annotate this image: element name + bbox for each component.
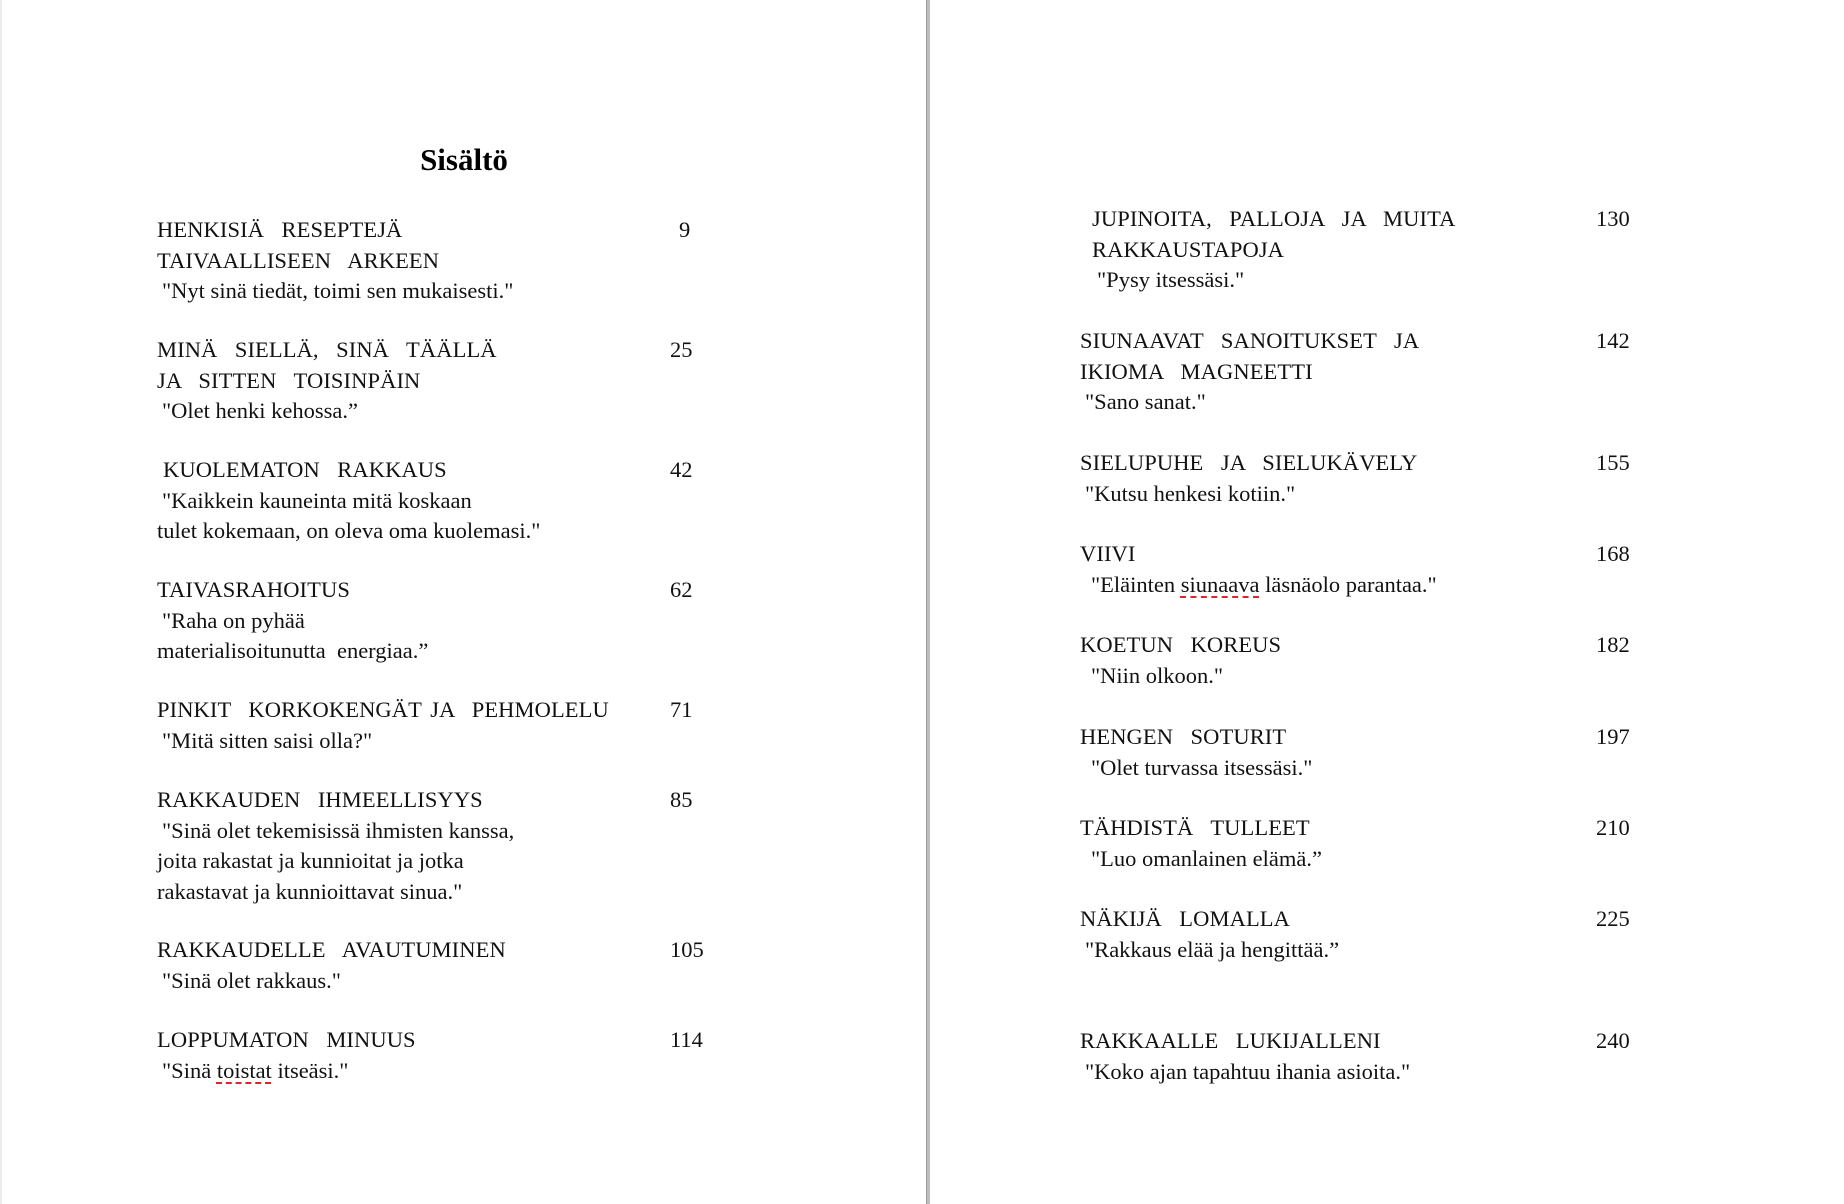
entry-quote: "Kaikkein kauneinta mitä koskaan tulet kokemaan, on oleva oma kuolemasi." (157, 487, 541, 543)
entry-page-number: 25 (670, 337, 693, 362)
toc-entry (1080, 539, 1650, 600)
entry-title: RAKKAUDEN IHMEELLISYYS (157, 787, 483, 812)
entry-quote: "Mitä sitten saisi olla?" (162, 727, 373, 753)
entry-title: TÄHDISTÄ TULLEET (1080, 815, 1310, 840)
entry-quote: "Sano sanat." (1085, 389, 1206, 414)
entry-page-number: 168 (1596, 541, 1630, 566)
entry-page-number: 9 (679, 217, 691, 242)
toc-entry (157, 215, 717, 307)
toc-entry (157, 785, 717, 907)
entry-page-number: 85 (670, 787, 693, 812)
entry-title: NÄKIJÄ LOMALLA (1080, 906, 1290, 931)
entry-quote: "Eläinten siunaava läsnäolo parantaa." (1091, 571, 1437, 597)
entry-page-number: 142 (1596, 328, 1630, 353)
spellcheck-flagged-word[interactable]: siunaava (1180, 571, 1260, 597)
entry-quote: "Sinä toistat itseäsi." (162, 1057, 349, 1083)
entry-quote: "Pysy itsessäsi." (1097, 267, 1245, 292)
entry-title: HENKISIÄ RESEPTEJÄ TAIVAALLISEEN ARKEEN (157, 217, 440, 273)
toc-entry (157, 455, 717, 547)
entry-page-number: 105 (670, 937, 704, 962)
entry-quote: "Sinä olet rakkaus." (162, 967, 341, 993)
spellcheck-flagged-word[interactable]: toistat (216, 1057, 272, 1083)
toc-entry (1080, 204, 1650, 296)
entry-quote: "Raha on pyhää materialisoitunutta energiaa.” (157, 607, 429, 663)
toc-entry (157, 335, 717, 427)
entry-quote: "Sinä olet tekemisissä ihmisten kanssa, joita rakastat ja kunnioitat ja jotka rakastavat ja kunnioittavat sinua." (157, 817, 515, 904)
entry-page-number: 182 (1596, 632, 1630, 657)
toc-entry (157, 1025, 717, 1086)
entry-page-number: 42 (670, 457, 693, 482)
entry-page-number: 240 (1596, 1028, 1630, 1053)
entry-page-number: 71 (670, 697, 693, 722)
entry-quote: "Olet turvassa itsessäsi." (1091, 754, 1313, 780)
entry-quote: "Luo omanlainen elämä.” (1091, 845, 1322, 871)
page-right[interactable] (930, 0, 1844, 1204)
entry-quote: "Olet henki kehossa.” (162, 398, 359, 423)
toc-entry (157, 935, 717, 996)
toc-entry (1080, 1026, 1650, 1087)
page-title: Sisältö (420, 142, 508, 177)
entry-quote: "Niin olkoon." (1091, 662, 1224, 688)
entry-title: RAKKAUDELLE AVAUTUMINEN (157, 937, 506, 962)
toc-entry (1080, 448, 1650, 509)
entry-title: TAIVASRAHOITUS (157, 577, 350, 602)
toc-entry (157, 695, 717, 756)
entry-title: LOPPUMATON MINUUS (157, 1027, 416, 1052)
toc-entry (1080, 326, 1650, 418)
entry-quote: "Kutsu henkesi kotiin." (1085, 480, 1296, 506)
entry-title: VIIVI (1080, 541, 1136, 566)
toc-entry (1080, 630, 1650, 691)
entry-page-number: 155 (1596, 450, 1630, 475)
entry-title: KUOLEMATON RAKKAUS (163, 457, 447, 482)
entry-page-number: 114 (670, 1027, 703, 1052)
toc-entry (1080, 904, 1650, 965)
entry-page-number: 225 (1596, 906, 1630, 931)
entry-title: KOETUN KOREUS (1080, 632, 1282, 657)
entry-quote: "Koko ajan tapahtuu ihania asioita." (1085, 1058, 1411, 1084)
entry-title: JUPINOITA, PALLOJA JA MUITA RAKKAUSTAPOJA (1092, 206, 1456, 262)
entry-title: PINKIT KORKOKENGÄT JA PEHMOLELU (157, 697, 609, 722)
entry-title: MINÄ SIELLÄ, SINÄ TÄÄLLÄ JA SITTEN TOISINPÄIN (157, 337, 497, 393)
entry-page-number: 62 (670, 577, 693, 602)
entry-quote: "Rakkaus elää ja hengittää.” (1085, 936, 1340, 962)
entry-title: SIUNAAVAT SANOITUKSET JA IKIOMA MAGNEETTI (1080, 328, 1420, 384)
entry-quote: "Nyt sinä tiedät, toimi sen mukaisesti." (162, 278, 514, 303)
entry-title: HENGEN SOTURIT (1080, 724, 1287, 749)
entry-page-number: 130 (1596, 206, 1630, 231)
toc-entry (1080, 813, 1650, 874)
entry-title: RAKKAALLE LUKIJALLENI (1080, 1028, 1381, 1053)
toc-entry (157, 575, 717, 667)
entry-title: SIELUPUHE JA SIELUKÄVELY (1080, 450, 1418, 475)
toc-entry (1080, 722, 1650, 783)
entry-page-number: 197 (1596, 724, 1630, 749)
entry-page-number: 210 (1596, 815, 1630, 840)
